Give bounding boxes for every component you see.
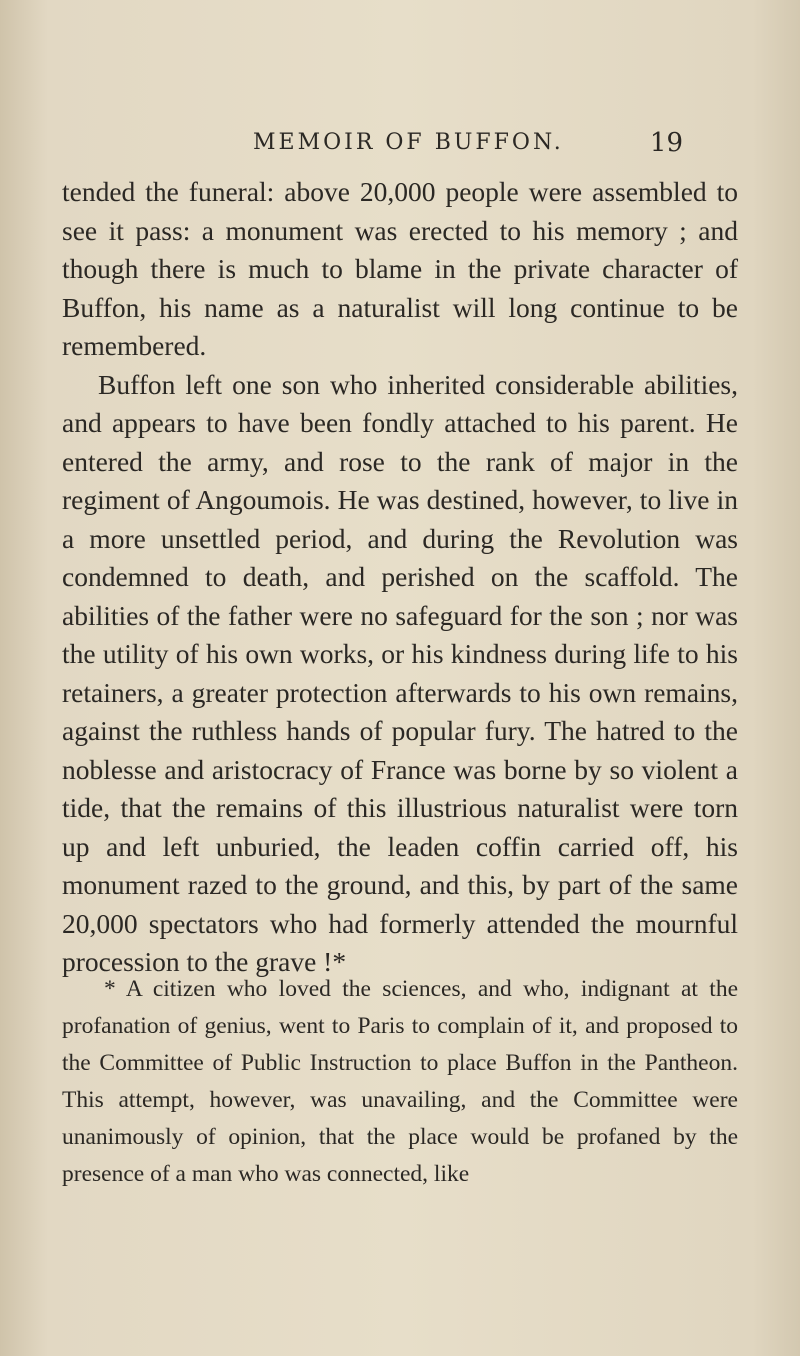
footnote — [62, 971, 738, 1193]
running-head — [253, 130, 683, 160]
footnote-text: * A citizen who loved the sciences, and who, indignant at the profanation of genius, went to Paris to complain of it, and proposed to the Committee of Public Instruction to place Buffon in the Pantheon. This attempt, however, was unavailing, and the Committee were unanimously of opinion, that the place would be profaned by the presence of a man who was connected, like — [62, 976, 738, 1187]
body-text — [62, 173, 738, 982]
paragraph-1: tended the funeral: above 20,000 people were assembled to see it pass: a monument was erected to his memory ; and though there is much to blame in the private character of Buffon, his name as a naturalist will long continue to be remembered. — [62, 176, 738, 361]
page-number: 19 — [649, 128, 683, 158]
paragraph-2: Buffon left one son who inherited considerable abilities, and appears to have been fondly attached to his parent. He entered the army, and rose to the rank of major in the regiment of Angoumois. He was destined, however, to live in a more unsettled period, and during the Revolution was condemned to death, and perished on the scaffold. The abilities of the father were no safeguard for the son ; nor was the utility of his own works, or his kindness during life to his retainers, a greater protection afterwards to his own remains, against the ruthless hands of popular fury. The hatred to the noblesse and aristocracy of France was borne by so violent a tide, that the remains of this illustrious naturalist were torn up and left unburied, the leaden coffin carried off, his monument razed to the ground, and this, by part of the same 20,000 spectators who had formerly attended the mournful procession to the grave !* — [62, 368, 738, 977]
running-head-title: MEMOIR OF BUFFON. — [253, 130, 564, 155]
